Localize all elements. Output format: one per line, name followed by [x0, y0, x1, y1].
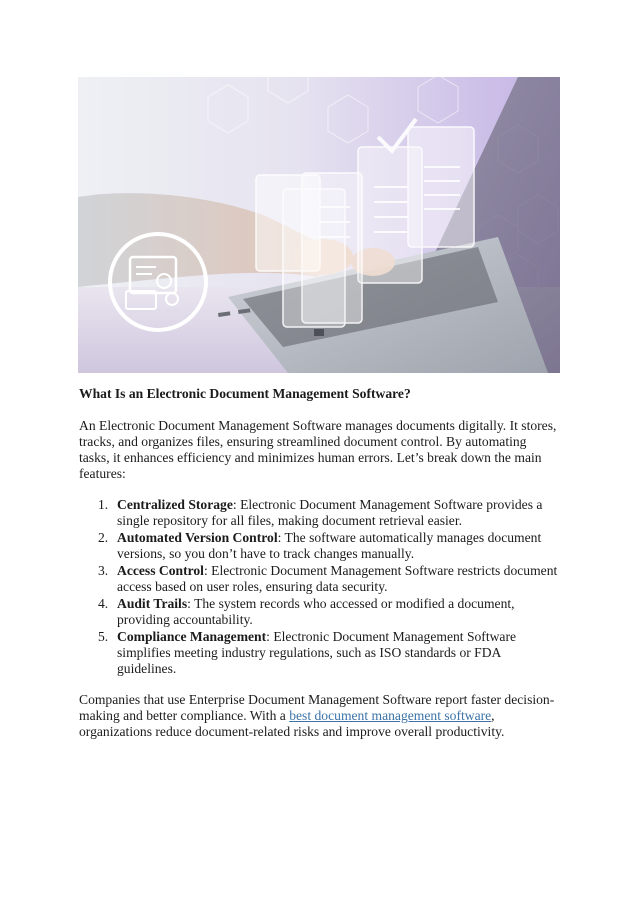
feature-title: Audit Trails	[117, 596, 188, 611]
list-number: 1.	[98, 497, 109, 512]
closing-text-after: , organizations reduce document-related risks and improve overall productivity.	[79, 708, 505, 739]
feature-text: : Electronic Document Management Software restricts document access based on user roles, ensuring data security.	[117, 563, 558, 594]
best-dms-link[interactable]: best document management software	[289, 708, 492, 723]
feature-text: : The software automatically manages document versions, so you don’t have to track changes manually.	[117, 530, 542, 561]
feature-text: : Electronic Document Management Software provides a single repository for all files, making document retrieval easier.	[117, 497, 543, 528]
list-item	[98, 596, 560, 628]
feature-title: Access Control	[117, 563, 204, 578]
feature-title: Automated Version Control	[117, 530, 278, 545]
list-number: 4.	[98, 596, 109, 611]
closing-text-before: Companies that use Enterprise Document Management Software report faster decision-making and better compliance. With a	[79, 692, 555, 723]
feature-text: : Electronic Document Management Software simplifies meeting industry regulations, such as ISO standards or FDA guidelines.	[117, 629, 517, 676]
list-item	[98, 629, 560, 677]
list-item	[98, 530, 560, 562]
list-number: 3.	[98, 563, 109, 578]
feature-text: : The system records who accessed or modified a document, providing accountability.	[117, 596, 515, 627]
closing-paragraph	[79, 692, 560, 740]
features-list	[79, 497, 560, 677]
list-item	[98, 497, 560, 529]
list-item	[98, 563, 560, 595]
list-number: 2.	[98, 530, 109, 545]
article	[79, 386, 560, 740]
intro-paragraph: An Electronic Document Management Software manages documents digitally. It stores, tracks, and organizes files, ensuring streamlined document control. By automating tasks, it enhances efficiency and minimizes human errors. Let’s break down the main features:	[79, 418, 557, 481]
article-heading: What Is an Electronic Document Management Software?	[79, 386, 411, 401]
list-number: 5.	[98, 629, 109, 644]
hero-illustration	[78, 77, 560, 373]
feature-title: Compliance Management	[117, 629, 267, 644]
hero-image	[78, 77, 560, 373]
feature-title: Centralized Storage	[117, 497, 233, 512]
